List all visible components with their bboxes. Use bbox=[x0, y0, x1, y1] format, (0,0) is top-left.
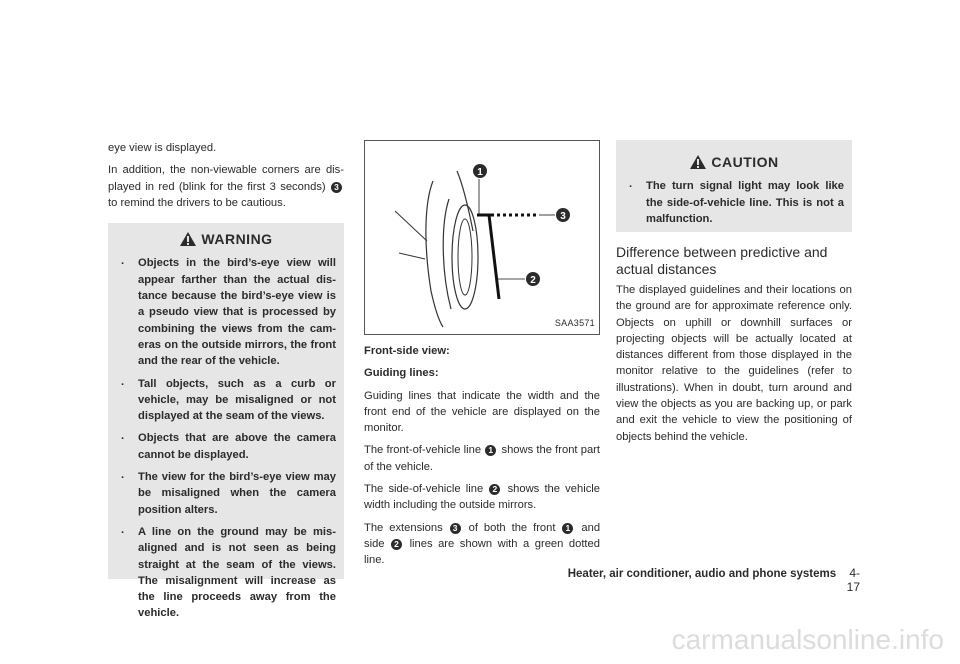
warning-item: . Tall objects, such as a curb or vehicle, may be misaligned or not displayed at the seam of the views. bbox=[116, 376, 336, 425]
callout-2-icon bbox=[526, 272, 540, 286]
callout-3-icon: 3 bbox=[450, 523, 461, 534]
paragraph-front-line: The front-of-vehicle line 1 shows the front part of the vehicle. bbox=[364, 444, 600, 473]
warning-triangle-icon bbox=[179, 231, 197, 247]
callout-1-icon bbox=[473, 164, 487, 178]
left-column bbox=[108, 140, 344, 620]
paragraph-distances: The displayed guidelines and their locations on the ground are for approximate reference only. Objects on uphill or downhill surfaces or projecting objects will be actually located at distances different from those displayed in the monitor relative to the guidelines (refer to illustrations). When in doubt, turn around and view the objects as you are backing up, or park and exit the vehicle to view the positioning of objects behind the vehicle. bbox=[616, 284, 852, 443]
guiding-lines-heading: Guiding lines: bbox=[364, 367, 439, 380]
front-side-view-illustration bbox=[364, 140, 600, 335]
figure-code: SAA3571 bbox=[554, 317, 595, 328]
callout-1-icon: 1 bbox=[485, 445, 496, 456]
guideline-diagram bbox=[365, 141, 601, 336]
warning-title: WARNING bbox=[201, 231, 273, 248]
warning-item: . A line on the ground may be misaligned and is not seen as being straight at the seam of the views. The misalignment will increase as the line proceeds away from the vehicle. bbox=[116, 524, 336, 622]
right-column bbox=[616, 140, 852, 451]
warning-header bbox=[108, 223, 344, 251]
warning-item: . Objects that are above the camera cannot be displayed. bbox=[116, 430, 336, 463]
paragraph-eye-view: eye view is displayed. bbox=[108, 142, 217, 154]
paragraph-guiding-lines: Guiding lines that indicate the width and the front end of the vehicle are displayed on the monitor. bbox=[364, 389, 600, 435]
watermark: carmanualsonline.info bbox=[671, 624, 944, 655]
paragraph-extensions: The extensions 3 of both the front 1 and side 2 lines are shown with a green dotted line. bbox=[364, 521, 601, 567]
page-number: 4-17 bbox=[846, 566, 860, 594]
warning-item: . Objects in the bird’s-eye view will appear farther than the actual distance because the bird’s-eye view is a pseudo view that is processed by combining the views from the cameras on the outside mirrors, the front and the rear of the vehicle. bbox=[116, 255, 336, 369]
footer-title: Heater, air conditioner, audio and phone systems bbox=[567, 568, 837, 580]
warning-list bbox=[108, 251, 344, 633]
caution-box bbox=[616, 140, 852, 232]
caution-title: CAUTION bbox=[711, 154, 779, 170]
warning-item: . The view for the bird’s-eye view may be misaligned when the camera position alters. bbox=[116, 469, 336, 518]
callout-2-icon: 2 bbox=[391, 539, 402, 550]
caution-list bbox=[616, 174, 852, 239]
callout-1-label: 1 bbox=[477, 167, 483, 178]
caution-triangle-icon bbox=[689, 154, 707, 170]
caution-header bbox=[616, 140, 852, 174]
page-footer bbox=[560, 566, 860, 594]
callout-2-icon: 2 bbox=[489, 484, 500, 495]
front-side-view-heading: Front-side view: bbox=[364, 345, 450, 357]
paragraph-side-line: The side-of-vehicle line 2 shows the vehicle width including the outside mirrors. bbox=[364, 483, 601, 512]
callout-2-label: 2 bbox=[530, 275, 536, 286]
warning-box bbox=[108, 223, 344, 620]
paragraph-non-viewable: In addition, the non-viewable corners are displayed in red (blink for the first 3 seconds) 3 to remind the drivers to be cautious. bbox=[108, 164, 344, 209]
caution-item: . The turn signal light may look like the side-of-vehicle line. This is not a malfunction. bbox=[624, 178, 844, 227]
middle-column bbox=[364, 140, 600, 575]
section-heading: Difference between predictive and actual distances bbox=[616, 244, 828, 277]
callout-3-icon bbox=[556, 208, 570, 222]
callout-3-label: 3 bbox=[560, 211, 566, 222]
callout-1-icon: 1 bbox=[562, 523, 573, 534]
callout-3-icon: 3 bbox=[331, 182, 342, 193]
